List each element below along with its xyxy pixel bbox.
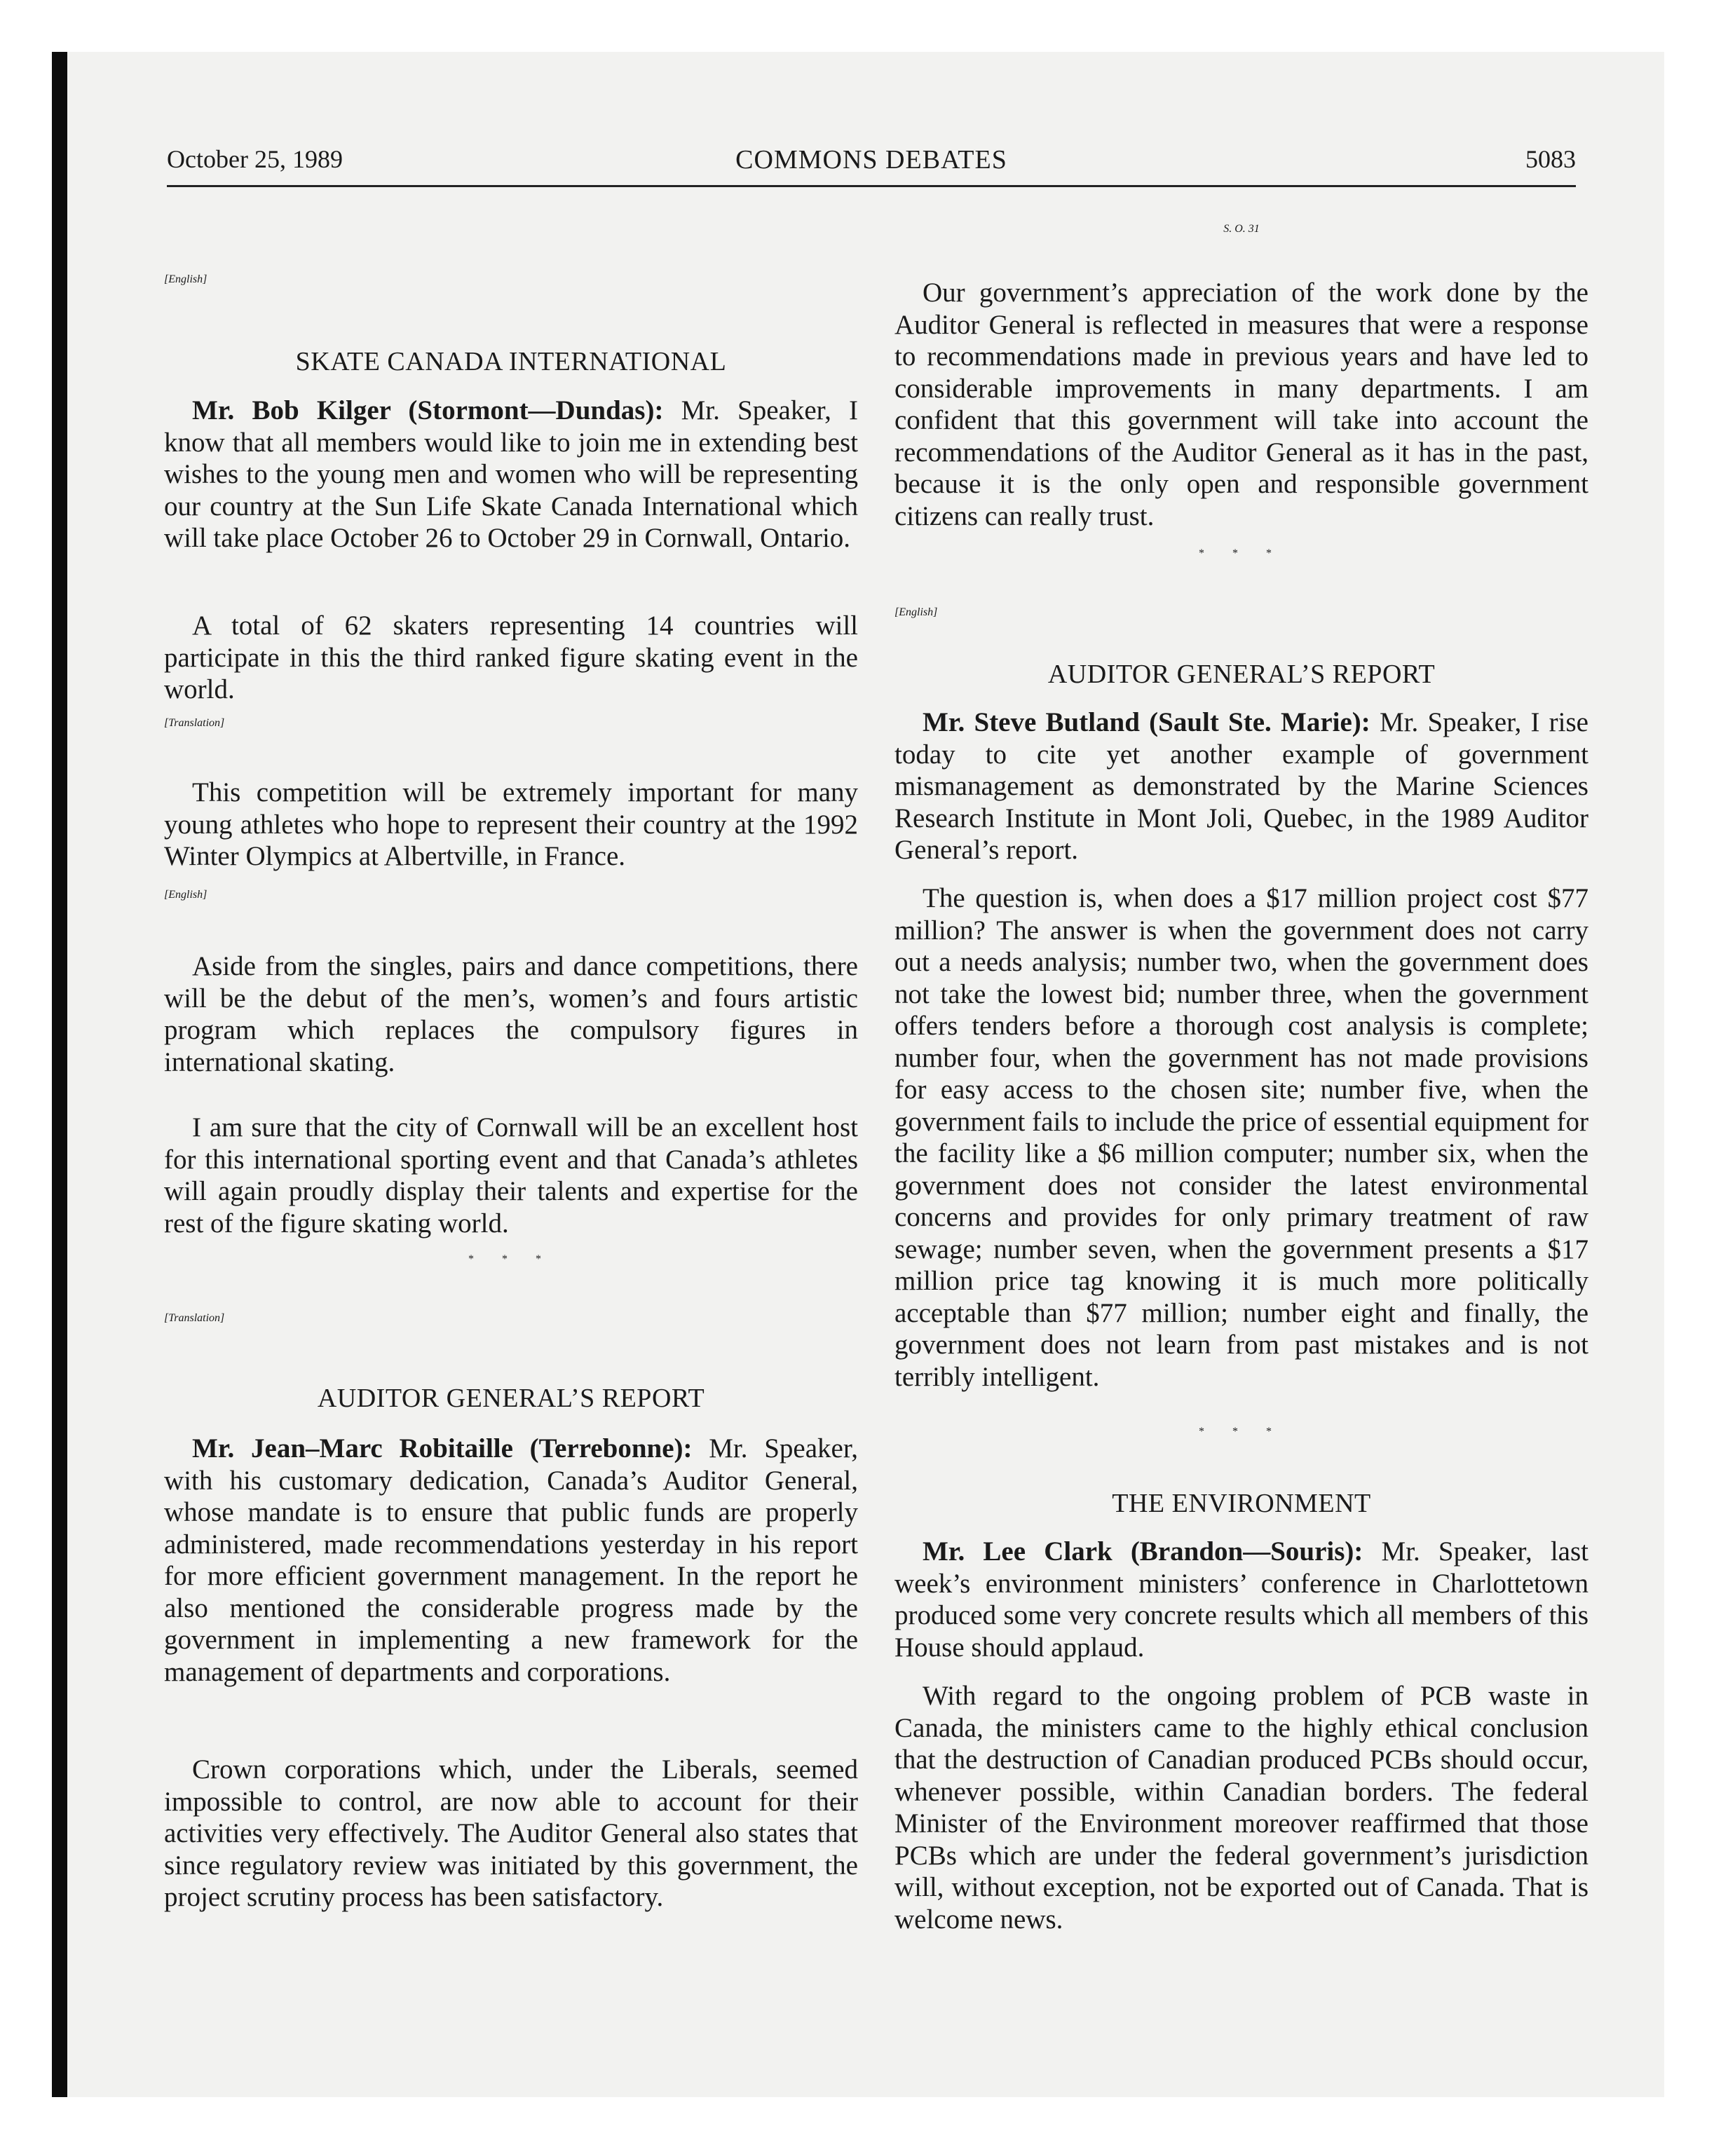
speech-paragraph: Crown corporations which, under the Liberals, seemed impossible to control, are now able to account for their activities very effectively. The Auditor General also states that since regulatory review was initiated by this government, the project scrutiny process has been satisfactory. [164, 1754, 858, 1912]
section-heading: THE ENVIRONMENT [1112, 1489, 1371, 1518]
speech-paragraph: This competition will be extremely important for many young athletes who hope to represent their country at the 1992 Winter Olympics at Albertville, in France. [164, 777, 858, 871]
section-heading: AUDITOR GENERAL’S REPORT [1047, 660, 1436, 689]
speech-paragraph: The question is, when does a $17 million project cost $77 million? The answer is when the government does not carry out a needs analysis; number two, when the government does not take the lowest bid; number three, when the government offers tenders before a thorough cost analysis is complete; number four, when the government has not made provisions for easy access to the chosen site; number five, when the government fails to include the price of essential equipment for the facility like a $6 million computer; number six, when the government does not consider the latest environmental concerns and provides for only primary treatment of raw sewage; number seven, when the government presents a $17 million price tag knowing it is much more politically acceptable than $77 million; number eight and finally, the government does not learn from past mistakes and is not terribly intelligent. [894, 883, 1588, 1392]
section-heading: AUDITOR GENERAL’S REPORT [317, 1384, 705, 1413]
speech-paragraph: Our government’s appreciation of the work done by the Auditor General is reflected in measures that were a response to recommendations made in previous years and have led to considerable improvements in many departments. I am confident that this government will take into account the recommendations of the Auditor General as it has in the past, because it is the only open and responsible government citizens can really trust. [894, 278, 1588, 531]
page-number: 5083 [1525, 145, 1576, 173]
speech-paragraph [894, 707, 1588, 866]
speech-paragraph [164, 395, 858, 554]
section-divider: * * * [468, 1253, 554, 1265]
speech-paragraph: Aside from the singles, pairs and dance competitions, there will be the debut of the men’s, women’s and fours artistic program which replaces the compulsory figures in international skating. [164, 951, 858, 1077]
speech-paragraph [164, 1433, 858, 1688]
header-title: COMMONS DEBATES [735, 145, 1007, 175]
speech-text: Mr. Speaker, I know that all members would like to join me in extending best wishes to the young men and women who will be representing our country at the Sun Life Skate Canada International which will take place October 26 to October 29 in Cornwall, Ontario. [164, 395, 858, 553]
speaker-name: Mr. Steve Butland (Sault Ste. Marie): [923, 707, 1370, 737]
running-header [167, 144, 1576, 186]
header-date: October 25, 1989 [167, 145, 343, 173]
scan-border [52, 52, 67, 2097]
section-divider: * * * [1199, 1426, 1284, 1438]
language-marker: [English] [164, 889, 207, 901]
language-marker: [Translation] [164, 1312, 225, 1324]
speech-paragraph: A total of 62 skaters representing 14 countries will participate in this the third ranked figure skating event in the world. [164, 610, 858, 704]
section-heading: SKATE CANADA INTERNATIONAL [295, 347, 727, 376]
language-marker: [English] [894, 606, 938, 618]
speech-text: Mr. Speaker, with his customary dedication, Canada’s Auditor General, whose mandate is to ensure that public funds are properly administered, made recommendations yesterday in his report for more efficient government management. In the report he also mentioned the considerable progress made by the government in implementing a new framework for the management of departments and corporations. [164, 1433, 859, 1687]
speech-text: Mr. Speaker, last week’s environment ministers’ conference in Charlottetown produced some very concrete results which all members of this House should applaud. [894, 1536, 1589, 1663]
speaker-name: Mr. Lee Clark (Brandon—Souris): [923, 1536, 1363, 1567]
language-marker: [English] [164, 273, 207, 285]
speaker-name: Mr. Bob Kilger (Stormont—Dundas): [192, 395, 664, 425]
speech-text: Mr. Speaker, I rise today to cite yet another example of government mismanagement as demonstrated by the Marine Sciences Research Institute in Mont Joli, Quebec, in the 1989 Auditor General’s report. [894, 707, 1588, 865]
standing-order-ref: S. O. 31 [1223, 223, 1260, 235]
speech-paragraph [894, 1536, 1588, 1663]
speech-paragraph: With regard to the ongoing problem of PCB waste in Canada, the ministers came to the highly ethical conclusion that the destruction of Canadian produced PCBs should occur, whenever possible, within Canadian borders. The federal Minister of the Environment moreover reaffirmed that those PCBs which are under the federal government’s jurisdiction will, without exception, not be exported out of Canada. That is welcome news. [894, 1681, 1588, 1935]
section-divider: * * * [1199, 547, 1284, 559]
speech-paragraph: I am sure that the city of Cornwall will be an excellent host for this international sporting event and that Canada’s athletes will again proudly display their talents and expertise for the rest of the figure skating world. [164, 1112, 858, 1239]
language-marker: [Translation] [164, 717, 225, 729]
header-rule [167, 185, 1576, 187]
speaker-name: Mr. Jean–Marc Robitaille (Terrebonne): [192, 1433, 693, 1464]
